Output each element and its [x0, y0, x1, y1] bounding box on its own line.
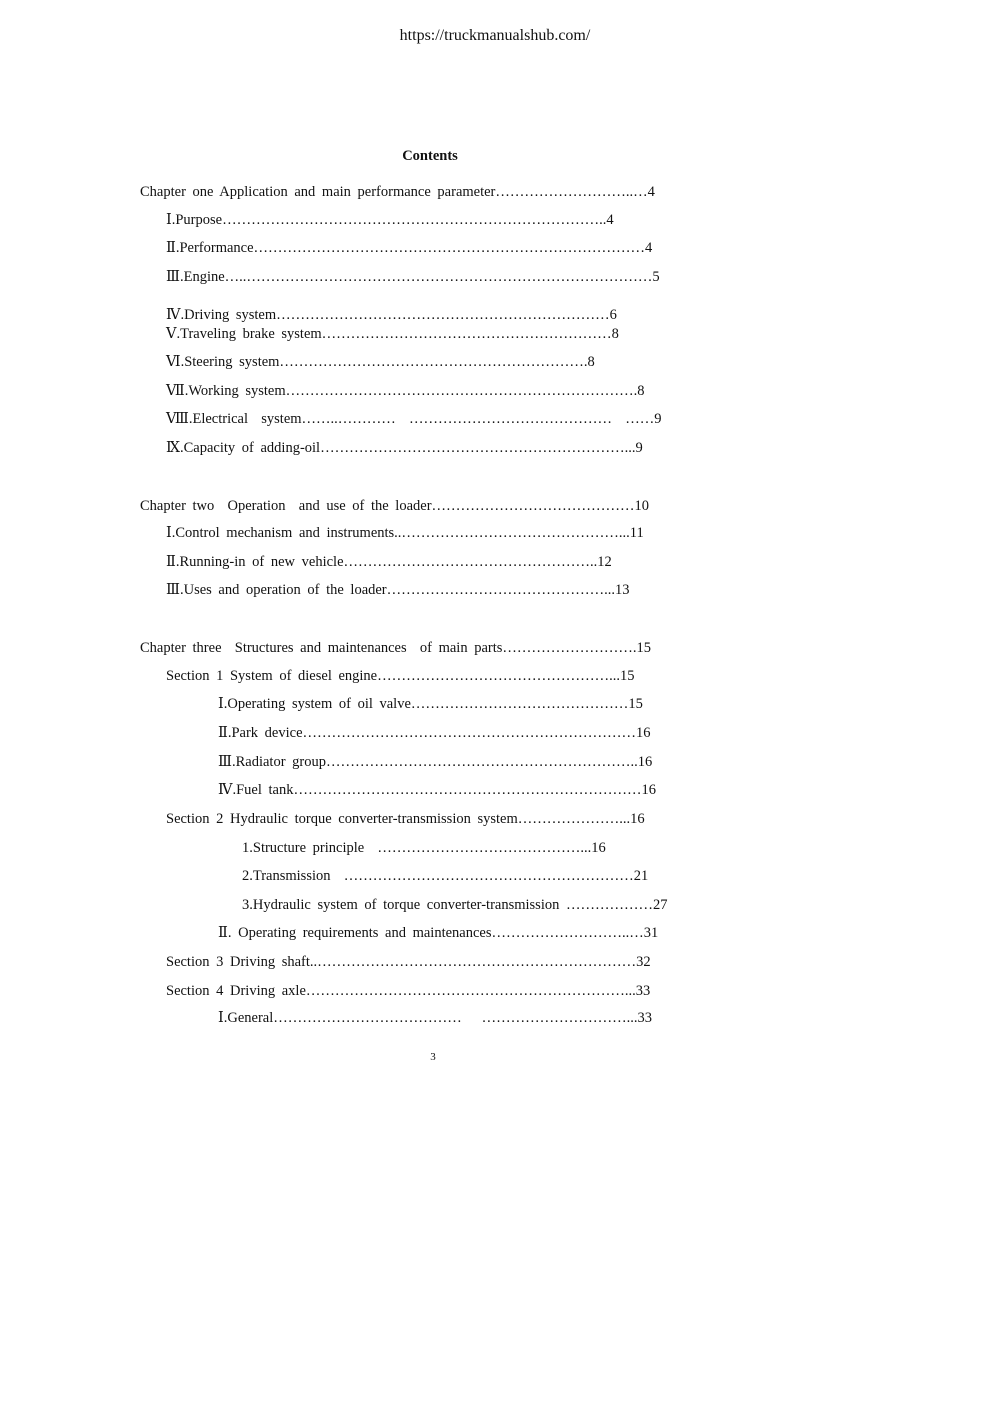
toc-entry: Ⅴ.Traveling brake system……………………………………………………8: [166, 326, 619, 342]
toc-entry: 1.Structure principle ……………………………………...16: [242, 840, 606, 856]
toc-entry: Ⅳ.Driving system……………………………………………………………6: [166, 307, 617, 323]
toc-entry: Ⅸ.Capacity of adding-oil………………………………………………………...9: [166, 440, 643, 456]
toc-entry: Ⅱ.Running-in of new vehicle……………………………………………..12: [166, 554, 612, 570]
toc-entry: Chapter two Operation and use of the loader……………………………………10: [140, 498, 650, 514]
toc-entry: Ⅰ.Operating system of oil valve………………………………………15: [218, 696, 643, 712]
toc-entry: Ⅶ.Working system……………………………………………………………….8: [166, 383, 645, 399]
toc-entry: Chapter one Application and main performance parameter………………………..…4: [140, 184, 655, 200]
toc-entry: Section 2 Hydraulic torque converter-transmission system…………………...16: [166, 811, 645, 827]
toc-entry: Ⅷ.Electrical system……..………… …………………………………… ……9: [166, 411, 662, 427]
toc-entry: Ⅰ.Purpose……………………………………………………………………..4: [166, 212, 614, 228]
toc-entry: Chapter three Structures and maintenances of main parts……………………….15: [140, 640, 652, 656]
toc-entry: Ⅵ.Steering system……………………………………………………….8: [166, 354, 595, 370]
page-number: 3: [430, 1051, 436, 1063]
toc-entry: Section 3 Driving shaft..…………………………………………………………32: [166, 954, 651, 970]
toc-entry: Ⅱ. Operating requirements and maintenances………………………..…31: [218, 925, 659, 941]
toc-entry: Ⅲ.Engine…..…………………………………………………………………………5: [166, 269, 660, 285]
toc-entry: Section 1 System of diesel engine…………………………………………...15: [166, 668, 635, 684]
toc-entry: Ⅰ.General………………………………… …………………………...33: [218, 1010, 652, 1026]
toc-entry: Ⅱ.Park device……………………………………………………………16: [218, 725, 651, 741]
toc-entry: Ⅰ.Control mechanism and instruments..………………………………………...11: [166, 525, 644, 541]
header-url: https://truckmanualshub.com/: [399, 27, 591, 44]
toc-entry: 2.Transmission ……………………………………………………21: [242, 868, 649, 884]
toc-entry: Section 4 Driving axle…………………………………………………………...33: [166, 983, 651, 999]
toc-entry: 3.Hydraulic system of torque converter-transmission ………………27: [242, 897, 668, 913]
toc-entry: Ⅳ.Fuel tank………………………………………………………………16: [218, 782, 656, 798]
toc-entry: Ⅱ.Performance………………………………………………………………………4: [166, 240, 653, 256]
page-title: Contents: [402, 148, 458, 164]
toc-entry: Ⅲ.Uses and operation of the loader………………………………………...13: [166, 582, 630, 598]
toc-entry: Ⅲ.Radiator group………………………………………………………..16: [218, 754, 653, 770]
